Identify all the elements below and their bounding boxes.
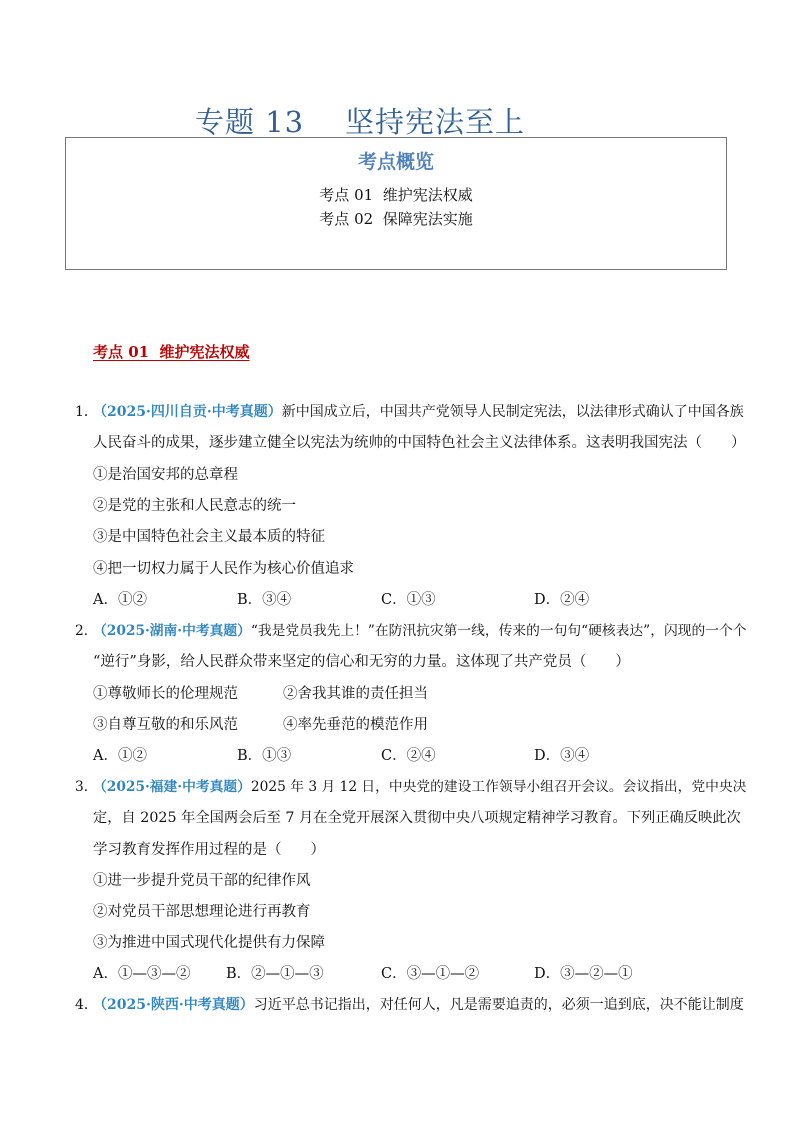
question-number: 4． [75,997,98,1013]
question-stem: 定，自 2025 年全国两会后至 7 月在全党开展深入贯彻中央八项规定精神学习教育。下列正确反映此次 [93,810,741,826]
question-source: （2025·四川自贡·中考真题） [93,404,282,420]
question-2-line-1 [75,621,746,641]
question-stem: 学习教育发挥作用过程的是（ ） [93,842,325,858]
choice-b: B．②—①—③ [226,966,324,982]
statement-item: ①是治国安邦的总章程 [93,467,238,483]
question-stem: 习近平总书记指出，对任何人，凡是需要追责的，必须一追到底，决不能让制度 [253,997,744,1013]
question-number: 3． [75,779,98,795]
choice-c: C．①③ [381,592,436,608]
question-number: 2． [75,623,98,639]
overview-item: 考点 01 维护宪法权威 [319,186,473,204]
statement-item: ②是党的主张和人民意志的统一 [93,498,296,514]
question-stem: “逆行”身影，给人民群众带来坚定的信心和无穷的力量。这体现了共产党员（ ） [93,654,630,670]
question-stem: 人民奋斗的成果，逐步建立健全以宪法为统帅的中国特色社会主义法律体系。这表明我国宪法（ ） [93,435,746,451]
page-title: 专题 13 坚持宪法至上 [195,105,525,139]
section-heading: 考点 01 维护宪法权威 [93,343,250,361]
question-1-line-1 [75,402,744,422]
question-source: （2025·湖南·中考真题） [93,623,251,639]
statement-item: ④把一切权力属于人民作为核心价值追求 [93,561,354,577]
choice-c: C．②④ [381,748,436,764]
statement-item: ②舍我其谁的责任担当 [283,686,428,702]
choice-b: B．③④ [237,592,292,608]
choice-a: A．①② [93,748,147,764]
question-source: （2025·陕西·中考真题） [93,997,254,1013]
statement-item: ①进一步提升党员干部的纪律作风 [93,873,311,889]
question-stem: 2025 年 3 月 12 日，中央党的建设工作领导小组召开会议。会议指出，党中央决 [250,779,747,795]
question-4-line-1 [75,995,744,1015]
statement-item: ④率先垂范的模范作用 [283,717,428,733]
statement-item: ③自尊互敬的和乐风范 [93,717,238,733]
question-stem: “我是党员我先上！”在防汛抗灾第一线，传来的一句句“硬核表达”，闪现的一个个 [250,623,747,639]
question-stem: 新中国成立后，中国共产党领导人民制定宪法，以法律形式确认了中国各族 [281,404,744,420]
choice-d: D．③④ [534,748,590,764]
choice-d: D．③—②—① [534,966,633,982]
question-source: （2025·福建·中考真题） [93,779,251,795]
statement-item: ③为推进中国式现代化提供有力保障 [93,935,325,951]
statement-item: ②对党员干部思想理论进行再教育 [93,904,311,920]
statement-item: ③是中国特色社会主义最本质的特征 [93,529,325,545]
question-number: 1． [75,404,98,420]
overview-item: 考点 02 保障宪法实施 [319,210,473,228]
question-3-line-1 [75,777,746,797]
overview-box [65,137,727,270]
overview-heading: 考点概览 [357,151,434,173]
statement-item: ①尊敬师长的伦理规范 [93,686,238,702]
choice-a: A．①② [93,592,147,608]
choice-c: C．③—①—② [381,966,480,982]
choice-b: B．①③ [237,748,292,764]
choice-a: A．①—③—② [93,966,191,982]
choice-d: D．②④ [534,592,590,608]
